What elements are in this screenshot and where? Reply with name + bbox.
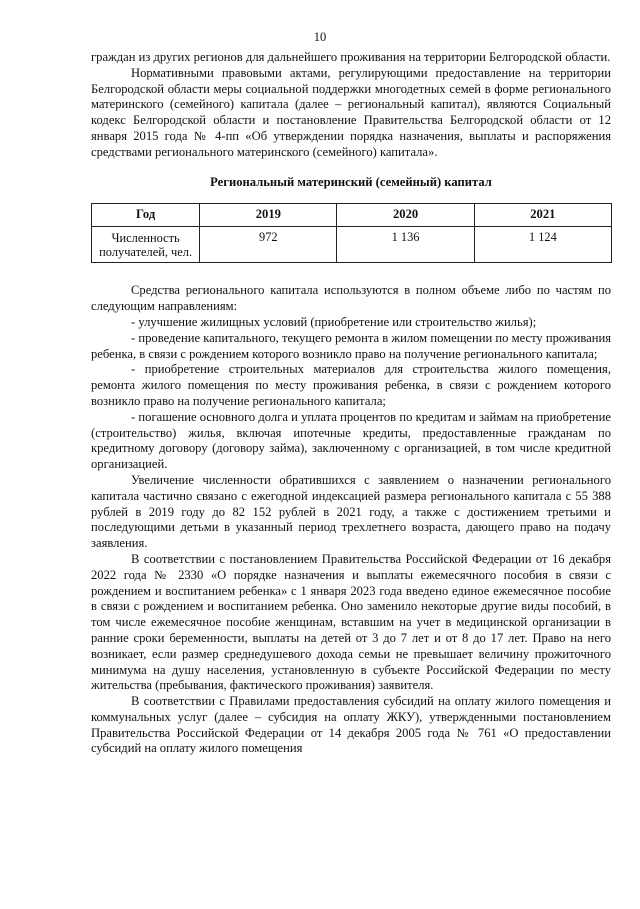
table-row-label: Численность получателей, чел. — [92, 227, 200, 263]
table-cell: 1 124 — [474, 227, 611, 263]
table-header-cell: 2020 — [337, 204, 474, 227]
table-header-cell: 2019 — [200, 204, 337, 227]
table-row — [92, 227, 612, 263]
table-header-row — [92, 204, 612, 227]
paragraph: Средства регионального капитала используются в полном объеме либо по частям по следующим направлениям: — [91, 283, 611, 314]
list-item: - проведение капитального, текущего ремонта в жилом помещении по месту проживания ребенка, в связи с рождением которого возникло право на получение регионального капитала; — [91, 330, 611, 361]
paragraph: граждан из других регионов для дальнейшего проживания на территории Белгородской области. — [91, 50, 611, 64]
table-cell: 1 136 — [337, 227, 474, 263]
table-title: Региональный материнский (семейный) капитал — [210, 174, 492, 189]
document-body — [91, 50, 611, 757]
table-header-cell: 2021 — [474, 204, 611, 227]
paragraph: В соответствии с постановлением Правительства Российской Федерации от 16 декабря 2022 года № 2330 «О порядке назначения и выплаты ежемесячного пособия в связи с рождением и воспитанием ребенка» с 1 января 2023 года введено единое ежемесячное пособие в связи с рождением и воспитанием ребенка. Оно заменило некоторые другие виды пособий, в том числе ежемесячное пособие женщинам, вставшим на учет в медицинской организации в ранние сроки беременности, выплаты на детей от 3 до 7 лет и от 8 до 17 лет. Право на него возникает, если размер среднедушевого дохода семьи не превышает величину прожиточного минимума на душу населения, установленную в субъекте Российской Федерации по месту жительства (пребывания, фактического проживания) заявителя. — [91, 551, 611, 693]
paragraph: В соответствии с Правилами предоставления субсидий на оплату жилого помещения и коммунальных услуг (далее – субсидия на оплату ЖКУ), утвержденными постановлением Правительства Российской Федерации от 14 декабря 2005 года № 761 «О предоставлении субсидий на оплату жилого помещения — [91, 694, 611, 756]
page-number: 10 — [313, 30, 327, 44]
data-table — [91, 203, 612, 263]
table-cell: 972 — [200, 227, 337, 263]
paragraph: Увеличение численности обратившихся с заявлением о назначении регионального капитала частично связано с ежегодной индексацией размера регионального капитала с 55 388 рублей в 2019 году до 82 152 рублей в 2021 году, а также с достижением третьими и последующими детьми в указанный период трехлетнего возраста, дающего право на подачу заявления. — [91, 472, 611, 551]
paragraph: Нормативными правовыми актами, регулирующими предоставление на территории Белгородской области меры социальной поддержки многодетных семей в форме регионального материнского (семейного) капитала (далее – региональный капитал), являются Социальный кодекс Белгородской области и постановление Правительства Белгородской области от 12 января 2015 года № 4-пп «Об утверждении порядка назначения, выплаты и распоряжения средствами регионального материнского (семейного) капитала». — [91, 65, 611, 159]
list-item: - погашение основного долга и уплата процентов по кредитам и займам на приобретение (строительство) жилья, включая ипотечные кредиты, предоставленные гражданам по кредитному договору (договору займа), заключенному с организацией, в том числе кредитной организацией. — [91, 409, 611, 472]
table-header-cell: Год — [92, 204, 200, 227]
list-item: - улучшение жилищных условий (приобретение или строительство жилья); — [131, 314, 537, 329]
list-item: - приобретение строительных материалов для строительства жилого помещения, ремонта жилого помещения по месту проживания ребенка, в связи с рождением которого возникло право на получение регионального капитала; — [91, 362, 611, 408]
